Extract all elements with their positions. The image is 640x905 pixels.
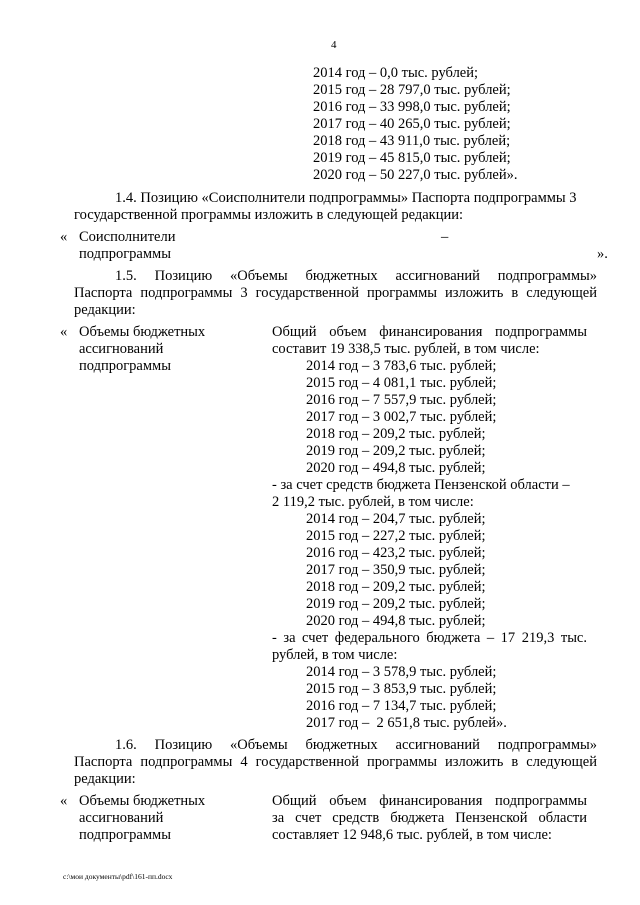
total-year-line: 2015 год – 4 081,1 тыс. рублей; [306, 375, 497, 391]
financing-text-line3: составляет 12 948,6 тыс. рублей, в том числе: [272, 827, 552, 843]
year-line: 2019 год – 45 815,0 тыс. рублей; [313, 150, 511, 166]
section-1-6-line1: 1.6. Позицию «Объемы бюджетных ассигнований подпрограммы» [115, 737, 597, 753]
year-line: 2017 год – 40 265,0 тыс. рублей; [313, 116, 511, 132]
section-1-6-line3: редакции: [74, 771, 136, 787]
dash: – [441, 229, 449, 245]
total-year-line: 2017 год – 3 002,7 тыс. рублей; [306, 409, 497, 425]
total-financing-line1: Общий объем финансирования подпрограммы [272, 324, 587, 340]
year-line: 2020 год – 50 227,0 тыс. рублей». [313, 167, 518, 183]
section-1-6-line2: Паспорта подпрограммы 4 государственной программы изложить в следующей [74, 754, 597, 770]
year-line: 2016 год – 33 998,0 тыс. рублей; [313, 99, 511, 115]
regional-budget-line2: 2 119,2 тыс. рублей, в том числе: [272, 494, 474, 510]
section-1-5-line2: Паспорта подпрограммы 3 государственной программы изложить в следующей [74, 285, 597, 301]
regional-year-line: 2016 год – 423,2 тыс. рублей; [306, 545, 486, 561]
section-1-4-line1: 1.4. Позицию «Соисполнители подпрограммы» Паспорта подпрограммы 3 [115, 190, 577, 206]
label-coexecutors: Соисполнители [79, 229, 176, 245]
label-volumes-line1: Объемы бюджетных [79, 793, 206, 809]
label-volumes-line2: ассигнований [79, 341, 164, 357]
open-quote: « [60, 793, 68, 809]
regional-year-line: 2014 год – 204,7 тыс. рублей; [306, 511, 486, 527]
page-number: 4 [331, 39, 337, 51]
federal-year-line: 2015 год – 3 853,9 тыс. рублей; [306, 681, 497, 697]
label-volumes-line3: подпрограммы [79, 827, 171, 843]
label-volumes-line3: подпрограммы [79, 358, 171, 374]
year-line: 2015 год – 28 797,0 тыс. рублей; [313, 82, 511, 98]
regional-year-line: 2017 год – 350,9 тыс. рублей; [306, 562, 486, 578]
financing-text-line2: за счет средств бюджета Пензенской области [272, 810, 587, 826]
total-year-line: 2020 год – 494,8 тыс. рублей; [306, 460, 486, 476]
label-volumes-line2: ассигнований [79, 810, 164, 826]
open-quote: « [60, 229, 68, 245]
section-1-4-line2: государственной программы изложить в следующей редакции: [74, 207, 464, 223]
financing-text-line1: Общий объем финансирования подпрограммы [272, 793, 587, 809]
total-year-line: 2016 год – 7 557,9 тыс. рублей; [306, 392, 497, 408]
regional-year-line: 2018 год – 209,2 тыс. рублей; [306, 579, 486, 595]
section-1-5-line1: 1.5. Позицию «Объемы бюджетных ассигнований подпрограммы» [115, 268, 597, 284]
regional-year-line: 2019 год – 209,2 тыс. рублей; [306, 596, 486, 612]
total-year-line: 2014 год – 3 783,6 тыс. рублей; [306, 358, 497, 374]
federal-year-line: 2016 год – 7 134,7 тыс. рублей; [306, 698, 497, 714]
open-quote: « [60, 324, 68, 340]
label-volumes-line1: Объемы бюджетных [79, 324, 206, 340]
regional-budget-line1: - за счет средств бюджета Пензенской области – [272, 477, 570, 493]
section-1-5-line3: редакции: [74, 302, 136, 318]
year-line: 2014 год – 0,0 тыс. рублей; [313, 65, 479, 81]
close-quote: ». [597, 246, 608, 262]
footer-file-path: c:\мои документы\pdf\161-пп.docx [63, 872, 173, 881]
total-year-line: 2018 год – 209,2 тыс. рублей; [306, 426, 486, 442]
regional-year-line: 2015 год – 227,2 тыс. рублей; [306, 528, 486, 544]
total-financing-line2: составит 19 338,5 тыс. рублей, в том числе: [272, 341, 540, 357]
year-line: 2018 год – 43 911,0 тыс. рублей; [313, 133, 511, 149]
federal-budget-line1: - за счет федерального бюджета – 17 219,3 тыс. [272, 630, 587, 646]
federal-year-line: 2014 год – 3 578,9 тыс. рублей; [306, 664, 497, 680]
federal-budget-line2: рублей, в том числе: [272, 647, 398, 663]
label-subprogram: подпрограммы [79, 246, 171, 262]
total-year-line: 2019 год – 209,2 тыс. рублей; [306, 443, 486, 459]
regional-year-line: 2020 год – 494,8 тыс. рублей; [306, 613, 486, 629]
federal-year-line: 2017 год – 2 651,8 тыс. рублей». [306, 715, 507, 731]
